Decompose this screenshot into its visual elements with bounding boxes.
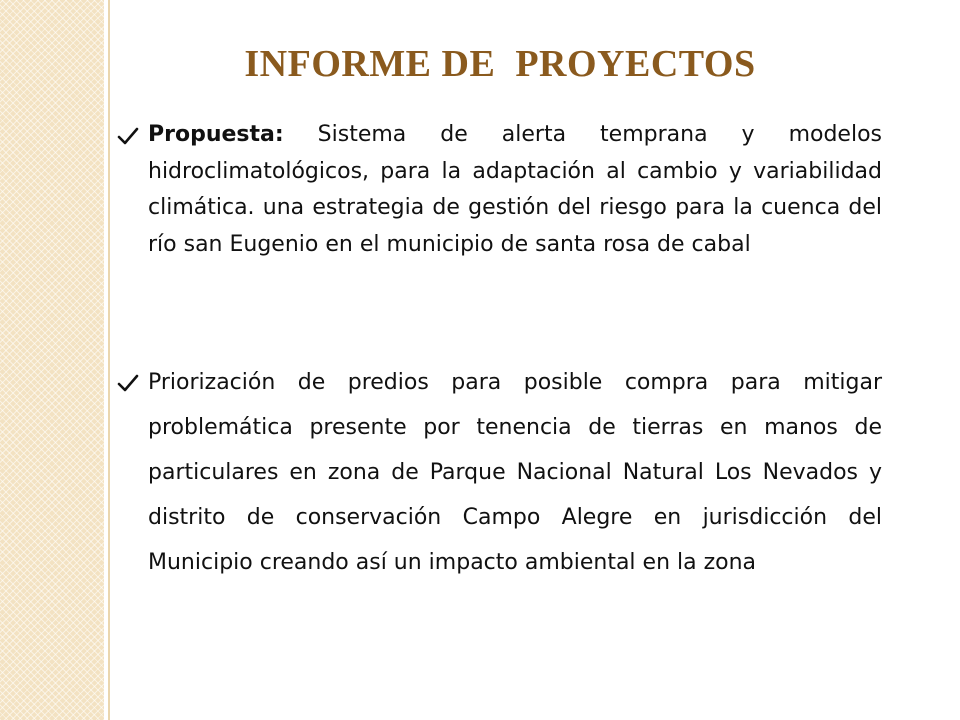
bullet-item-propuesta: [116, 117, 882, 263]
checkmark-icon: [116, 371, 140, 395]
bullet-body: Priorización de predios para posible compra para mitigar problemática presente por tenencia de tierras en manos de particulares en zona de Parque Nacional Natural Los Nevados y distrito de conservación Campo Alegre en jurisdicción del Municipio creando así un impacto ambiental en la zona: [148, 370, 882, 575]
bullet-text: [148, 360, 882, 585]
slide-title: INFORME DE PROYECTOS: [244, 43, 756, 85]
checkmark-icon: [116, 124, 140, 148]
bullet-lead-label: Propuesta:: [148, 122, 284, 147]
bullet-body: Sistema de alerta temprana y modelos hidroclimatológicos, para la adaptación al cambio y variabilidad climática. una estrategia de gestión del riesgo para la cuenca del río san Eugenio en el municipio de santa rosa de cabal: [148, 122, 882, 257]
decorative-side-band: [0, 0, 104, 720]
bullet-text: [148, 117, 882, 263]
side-band-divider-line: [108, 0, 110, 720]
bullet-item-priorizacion: [116, 360, 882, 585]
